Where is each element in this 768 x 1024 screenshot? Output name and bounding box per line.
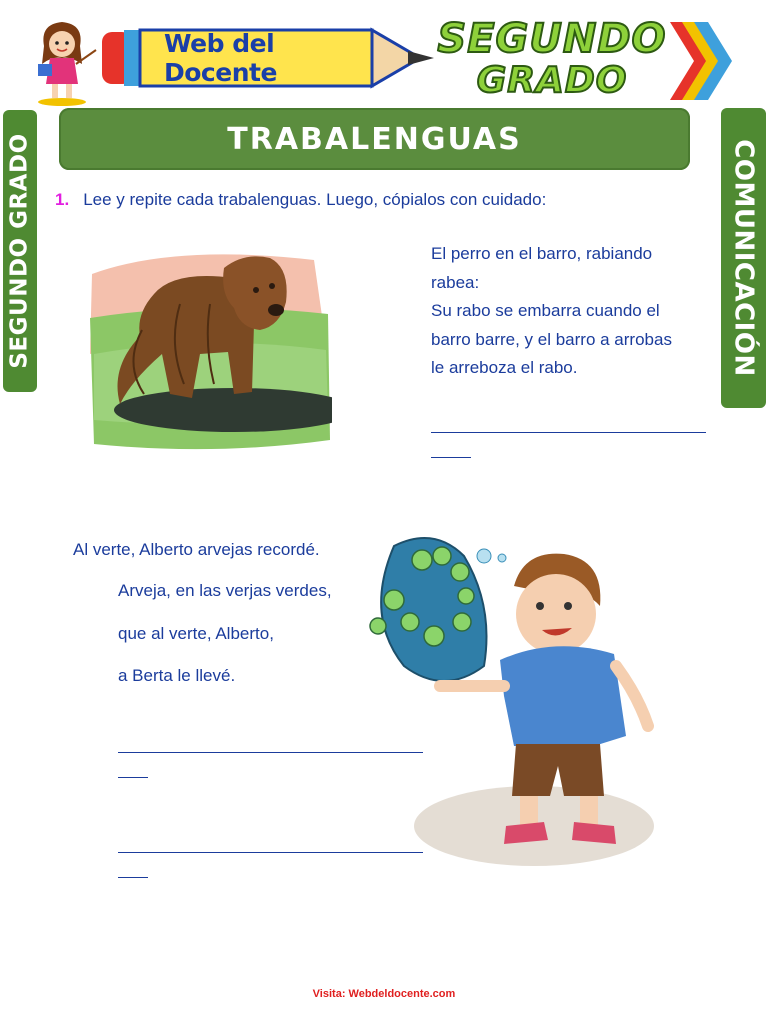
tongue-twister-2-line: a Berta le llevé. [118, 666, 236, 685]
boy-with-pea-pod-illustration [364, 526, 664, 878]
tongue-twister-2-line: Al verte, Alberto arvejas recordé. [73, 540, 320, 559]
tongue-twister-2-line: Arveja, en las verjas verdes, [118, 581, 332, 600]
grade-line-1: SEGUNDO [437, 16, 667, 62]
writing-line-1[interactable] [431, 416, 706, 466]
tongue-twister-1-line: Su rabo se embarra cuando el [431, 301, 660, 320]
site-logo-pencil [100, 24, 440, 92]
writing-rule-short [431, 441, 471, 458]
side-tab-left [3, 110, 37, 392]
grade-line-2: GRADO [476, 60, 628, 101]
dog-in-mud-illustration [84, 234, 332, 456]
instruction [55, 190, 546, 210]
instruction-number: 1. [55, 190, 70, 209]
side-tab-right-label: COMUNICACIÓN [728, 139, 759, 377]
tongue-twister-1-line: le arreboza el rabo. [431, 358, 578, 377]
site-name: Web del Docente [164, 29, 277, 87]
side-tab-left-label: SEGUNDO GRADO [7, 133, 34, 369]
teacher-girl-logo [30, 18, 100, 106]
writing-rule [431, 416, 706, 433]
page-title: TRABALENGUAS [227, 121, 522, 157]
grade-badge [432, 14, 732, 106]
tongue-twister-1-line: El perro en el barro, rabiando [431, 244, 653, 263]
tongue-twister-1-line: barro barre, y el barro a arrobas [431, 329, 672, 349]
title-bar [59, 108, 690, 170]
footer-link[interactable]: Visita: Webdeldocente.com [312, 988, 456, 1000]
writing-rule-short [118, 761, 148, 778]
tongue-twister-1-line: rabea: [431, 272, 480, 292]
tongue-twister-1 [431, 240, 716, 383]
instruction-text: Lee y repite cada trabalenguas. Luego, cópialos con cuidado: [83, 190, 547, 209]
writing-rule-short [118, 861, 148, 878]
tongue-twister-2-line: que al verte, Alberto, [118, 624, 274, 643]
side-tab-right [721, 108, 766, 408]
